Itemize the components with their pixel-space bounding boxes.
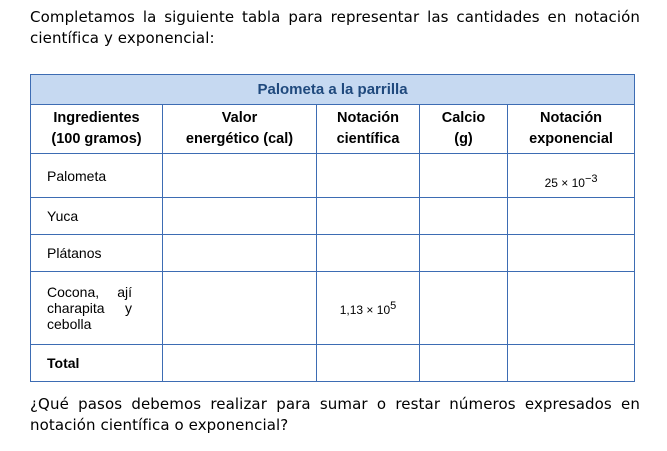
- valor-cell[interactable]: [163, 345, 317, 382]
- table-row: [31, 272, 635, 345]
- notacion-cientifica-cell[interactable]: $1,13 \times 10^5$: [317, 272, 420, 345]
- notacion-cientifica-cell[interactable]: [317, 154, 420, 198]
- table-row: [31, 235, 635, 272]
- notacion-cientifica-cell[interactable]: [317, 198, 420, 235]
- notacion-exponencial-cell[interactable]: [508, 198, 635, 235]
- ingredient-cell: Palometa: [31, 154, 163, 198]
- intro-paragraph: Completamos la siguiente tabla para representar las cantidades en notación científica y exponencial:: [30, 8, 640, 47]
- notacion-exponencial-cell[interactable]: [508, 272, 635, 345]
- valor-cell[interactable]: [163, 154, 317, 198]
- valor-cell[interactable]: [163, 235, 317, 272]
- valor-cell[interactable]: [163, 272, 317, 345]
- calcio-cell[interactable]: [420, 154, 508, 198]
- ingredient-cell: Yuca: [31, 198, 163, 235]
- header-notacion-cientifica: Notación científica: [317, 105, 420, 154]
- header-calcio: Calcio (g): [420, 105, 508, 154]
- notacion-cientifica-cell[interactable]: [317, 345, 420, 382]
- notacion-exponencial-cell[interactable]: [508, 345, 635, 382]
- calcio-cell[interactable]: [420, 235, 508, 272]
- valor-cell[interactable]: [163, 198, 317, 235]
- question-paragraph: ¿Qué pasos debemos realizar para sumar o restar números expresados en notación científica o exponencial?: [30, 395, 640, 434]
- notacion-exponencial-cell[interactable]: [508, 235, 635, 272]
- calcio-cell[interactable]: [420, 345, 508, 382]
- palometa-table: [30, 74, 635, 382]
- table-row: [31, 345, 635, 382]
- ingredient-cell: Plátanos: [31, 235, 163, 272]
- table-row: [31, 198, 635, 235]
- calcio-cell[interactable]: [420, 272, 508, 345]
- table-row: [31, 154, 635, 198]
- header-valor-energetico: Valor energético (cal): [163, 105, 317, 154]
- notacion-cientifica-cell[interactable]: [317, 235, 420, 272]
- notacion-exponencial-cell[interactable]: $25 \times 10^{-3}$: [508, 154, 635, 198]
- header-ingredientes: Ingredientes (100 gramos): [31, 105, 163, 154]
- calcio-cell[interactable]: [420, 198, 508, 235]
- ingredient-cell-total: Total: [31, 345, 163, 382]
- header-notacion-exponencial: Notación exponencial: [508, 105, 635, 154]
- table-title: Palometa a la parrilla: [31, 75, 635, 105]
- ingredient-cell: Cocona, ají charapita y cebolla: [31, 272, 163, 345]
